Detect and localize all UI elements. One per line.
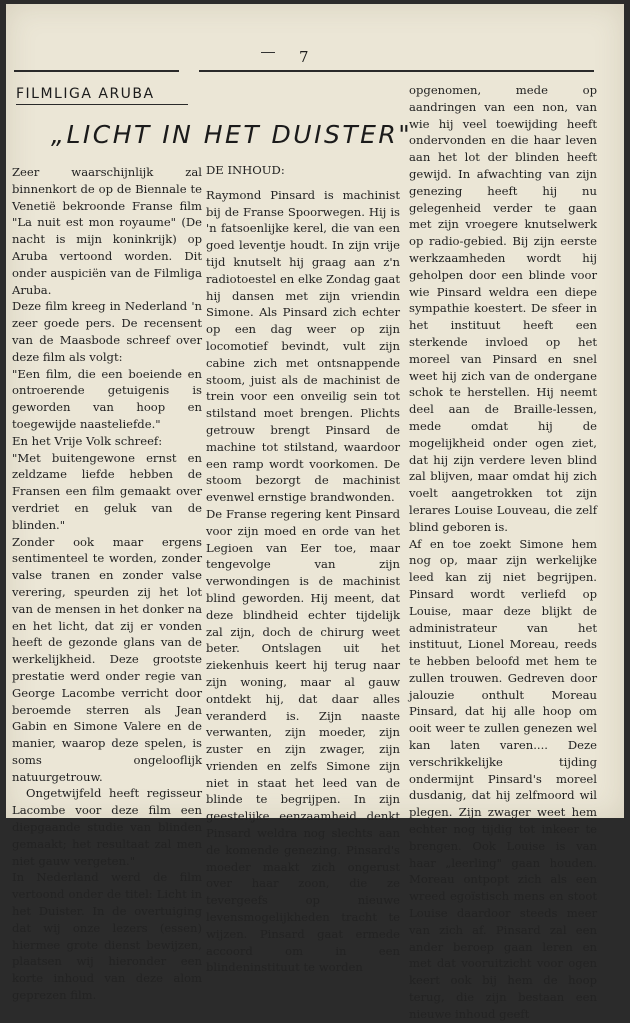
paragraph: "Een film, die een boeiende en ontroerende getuigenis is geworden van hoop en toegewijde naasteliefde." xyxy=(12,366,202,431)
section-underline xyxy=(16,104,188,105)
right-column xyxy=(409,82,597,1023)
section-label: FILMLIGA ARUBA xyxy=(16,86,155,102)
left-column xyxy=(12,164,202,1004)
header-rule-left xyxy=(14,70,179,72)
paragraph: De Franse regering kent Pinsard voor zijn moed en orde van het Legioen van Eer toe, maar tengevolge van zijn verwondingen is de machinist blind geworden. Hij meent, dat deze blindheid echter tijdelijk zal zijn, doch de chirurg weet beter. Ontslagen uit het ziekenhuis keert hij terug naar zijn woning, maar al gauw ontdekt hij, dat daar alles veranderd is. Zijn naaste verwanten, zijn moeder, zijn zuster en zijn zwager, zijn vrienden en zelfs Simone zijn niet in staat het leed van de blinde te begrijpen. In zijn geestelijke eenzaamheid denkt Pinsard weldra nog slechts aan de komende genezing. Pinsard's moeder maakt zich ongerust over haar zoon, die ze tevergeefs op nieuwe levensmogelijkheden tracht te wijzen. Pinsard gaat ermede accoord om in een blindeninstituut te worden xyxy=(206,506,400,975)
content-heading: DE INHOUD: xyxy=(206,163,285,177)
header-rule-right xyxy=(199,70,594,72)
middle-column xyxy=(206,162,400,976)
article-title: „LICHT IN HET DUISTER" xyxy=(51,120,413,149)
paragraph: En het Vrije Volk schreef: xyxy=(12,433,163,448)
magazine-page xyxy=(6,4,624,1021)
paragraph: opgenomen, mede op aandringen van een non, van wie hij veel toewijding heeft ondervonden en die haar leven aan het lot der blinden heeft gewijd. In afwachting van zijn genezing heeft hij nu gelegenheid verder te gaan met zijn vroegere knutselwerk op radio-gebied. Bij zijn eerste werkzaamheden wordt hij geholpen door een blinde voor wie Pinsard weldra een diepe sympathie koestert. De sfeer in het instituut heeft een sterkende invloed op het moreel van Pinsard en snel weet hij zich van de ondergane schok te herstellen. Hij neemt deel aan de Braille-lessen, mede omdat hij de mogelijkheid onder ogen ziet, dat hij zijn verdere leven blind zal blijven, maar omdat hij zich voelt aangetrokken tot zijn lerares Louise Louveau, die zelf blind geboren is. xyxy=(409,83,597,534)
paragraph: In Nederland werd de film vertoond onder de titel: Licht in het Duister. In de overtuiging dat wij onze lezers (essen) hiermee grote dienst bewijzen, plaatsen wij hieronder een korte inhoud van deze alom geprezen film. xyxy=(12,870,202,1003)
paragraph: Zeer waarschijnlijk zal binnenkort de op de Biennale te Venetië bekroonde Franse film "La nuit est mon royaume" (De nacht is mijn koninkrijk) op Aruba vertoond worden. Dit onder auspiciën van de Filmliga Aruba. xyxy=(12,165,202,297)
page-number: 7 xyxy=(299,48,309,66)
paragraph: "Met buitengewone ernst en zeldzame liefde hebben de Fransen een film gemaakt over verdriet en geluk van de blinden." xyxy=(12,450,202,532)
paragraph: Zonder ook maar ergens sentimenteel te worden, zonder valse tranen en zonder valse verering, speurden zij het lot van de mensen in het donker na en het licht, dat zij er vonden heeft de gezonde glans van de werkelijkheid. Deze grootste prestatie werd onder regie van George Lacombe verricht door beroemde sterren als Jean Gabin en Simone Valere en de manier, waarop deze spelen, is soms ongelooflijk natuurgetrouw. xyxy=(12,534,202,784)
paragraph: Deze film kreeg in Nederland 'n zeer goede pers. De recensent van de Maasbode schreef over deze film als volgt: xyxy=(12,299,202,364)
paragraph: Af en toe zoekt Simone hem nog op, maar zijn werkelijke leed kan zij niet begrijpen. Pinsard wordt verliefd op Louise, maar deze blijkt de administrateur van het instituut, Lionel Moreau, reeds te hebben beloofd met hem te zullen trouwen. Gedreven door jalouzie onthult Moreau Pinsard, dat hij alle hoop om ooit weer te zullen genezen wel kan laten varen.... Deze verschrikkelijke tijding ondermijnt Pinsard's moreel dusdanig, dat hij zelfmoord wil plegen. Zijn zwager weet hem echter nog tijdig tot inkeer te brengen. Ook Louise is van haar „leerling" gaan houden. Moreau ontpopt zich als een wreed egoïstisch mens en stoot Louise daardoor steeds meer van zich af. Pinsard zal een ander beroep gaan leren en met dat vooruitzicht voor ogen keert ook bij hem de hoop terug, die zijn bestaan een nieuwe inhoud geeft xyxy=(409,536,597,1021)
paragraph: Raymond Pinsard is machinist bij de Franse Spoorwegen. Hij is 'n fatsoenlijke kerel, die van een goed leventje houdt. In zijn vrije tijd knutselt hij graag aan z'n radiotoestel en elke Zondag gaat hij dansen met zijn vriendin Simone. Als Pinsard zich echter op een dag weer op zijn locomotief bevindt, vult zijn cabine zich met ontsnappende stoom, juist als de machinist de trein voor een onveilig sein tot stilstand moet brengen. Plichts getrouw brengt Pinsard de machine tot stilstand, waardoor een ramp wordt voorkomen. De stoom bezorgt de machinist evenwel ernstige brandwonden. xyxy=(206,187,400,505)
paragraph: Ongetwijfeld heeft regisseur Lacombe voor deze film een diepgaande studie van blinden gemaakt; het resultaat zal men niet gauw vergeten." xyxy=(12,786,202,868)
top-mark xyxy=(261,52,275,53)
